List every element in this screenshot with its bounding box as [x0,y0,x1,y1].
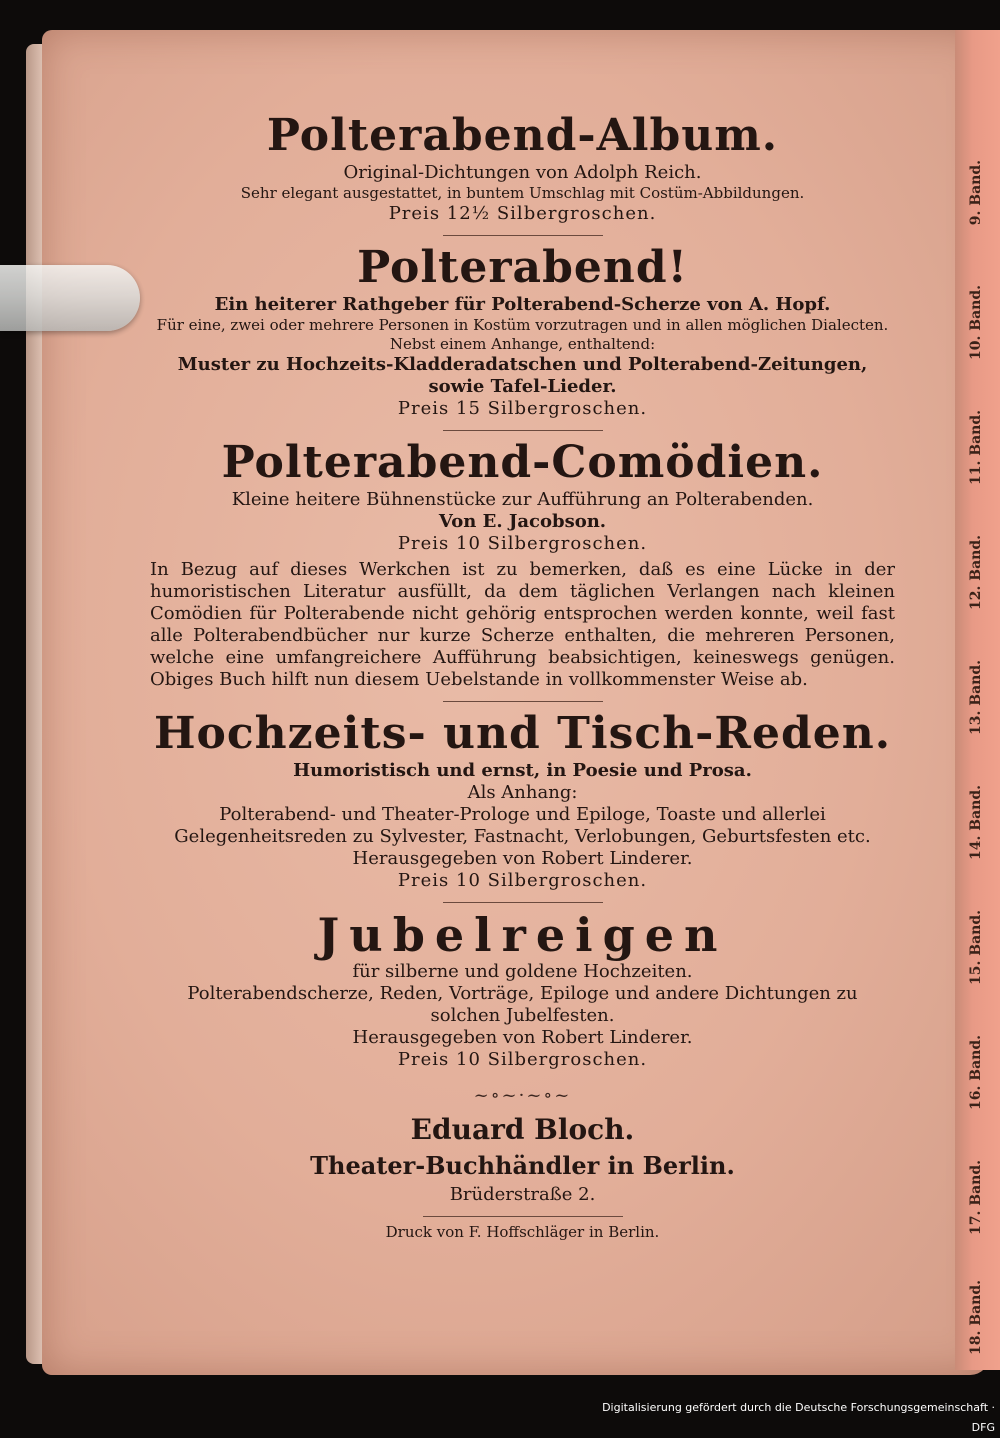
volume-label-13: 13. Band. [968,660,984,735]
section-line: Original-Dichtungen von Adolph Reich. [343,162,702,183]
printer-imprint: Druck von F. Hoffschläger in Berlin. [385,1223,660,1241]
digitization-footer: Digitalisierung gefördert durch die Deutsche Forschungsgemeinschaft · DFG [602,1401,995,1434]
volume-label-18: 18. Band. [968,1280,984,1355]
volume-label-9: 9. Band. [968,160,984,226]
section-paragraph: In Bezug auf dieses Werkchen ist zu bemerken, daß es eine Lücke in der humoristischen Literatur ausfüllt, da dem täglichen Verlangen nach kleinen Comödien für Polterabende nicht gehörig entsprochen werden konnte, weil fast alle Polterabendbücher nur kurze Scherze enthalten, die mehreren Personen, welche eine umfangreichere Aufführung beabsichtigen, keineswegs genügen. Obiges Buch hilft nun diesem Uebelstande in vollkommenster Weise ab. [150,559,895,690]
section-line: Sehr elegant ausgestattet, in buntem Umschlag mit Costüm-Abbildungen. [240,184,805,202]
section-line: Polterabendscherze, Reden, Vorträge, Epiloge und andere Dichtungen zu solchen Jubelfesten. [187,983,858,1026]
page-clip [0,265,140,331]
divider [443,235,603,236]
section-line: Herausgegeben von Robert Linderer. [352,1027,693,1048]
section-price: Preis 10 Silbergroschen. [397,870,648,891]
section-polterabend-album [150,110,895,225]
section-title: Polterabend-Album. [266,110,779,161]
section-line: Humoristisch und ernst, in Poesie und Prosa. [293,760,752,781]
volume-label-15: 15. Band. [968,910,984,985]
publisher-address: Brüderstraße 2. [449,1184,596,1205]
section-line: Für eine, zwei oder mehrere Personen in Kostüm vorzutragen und in allen möglichen Dialecten. Nebst einem Anhange, enthaltend: [156,316,889,353]
section-line: Als Anhang: [467,782,578,803]
section-polterabend [150,242,895,420]
section-title: Hochzeits- und Tisch-Reden. [153,708,892,759]
divider [443,701,603,702]
section-line: Ein heiterer Rathgeber für Polterabend-Scherze von A. Hopf. [214,294,831,315]
divider [443,902,603,903]
section-price: Preis 10 Silbergroschen. [397,1049,648,1070]
publisher-subtitle: Theater-Buchhändler in Berlin. [310,1151,735,1180]
divider [443,430,603,431]
section-title: Jubelreigen [317,908,728,962]
section-title: Polterabend! [357,242,688,293]
publisher-name: Eduard Bloch. [410,1113,635,1146]
publisher-block [150,1112,895,1206]
divider [423,1216,623,1217]
section-line: Herausgegeben von Robert Linderer. [352,848,693,869]
section-line: Muster zu Hochzeits-Kladderadatschen und Polterabend-Zeitungen, sowie Tafel-Lieder. [177,354,868,397]
section-line: Kleine heitere Bühnenstücke zur Aufführung an Polterabenden. [231,489,814,510]
section-line: Polterabend- und Theater-Prologe und Epiloge, Toaste und allerlei Gelegenheitsreden zu Sylvester, Fastnacht, Verlobungen, Geburtsfesten etc. [174,804,871,847]
advertisement-page [150,110,895,1241]
volume-label-12: 12. Band. [968,535,984,610]
section-price: Preis 10 Silbergroschen. [397,533,648,554]
section-price: Preis 15 Silbergroschen. [397,398,648,419]
section-polterabend-comoedien [150,437,895,691]
volume-label-14: 14. Band. [968,785,984,860]
section-hochzeits-reden [150,708,895,892]
section-title: Polterabend-Comödien. [221,437,824,488]
section-jubelreigen [150,909,895,1071]
section-line: für silberne und goldene Hochzeiten. [352,961,693,982]
volume-label-11: 11. Band. [968,410,984,485]
volume-label-16: 16. Band. [968,1035,984,1110]
section-line: Von E. Jacobson. [438,511,607,532]
ornament-divider: ~∘~·~∘~ [473,1085,572,1106]
section-price: Preis 12½ Silbergroschen. [388,203,657,224]
volume-label-17: 17. Band. [968,1160,984,1235]
volume-label-10: 10. Band. [968,285,984,360]
